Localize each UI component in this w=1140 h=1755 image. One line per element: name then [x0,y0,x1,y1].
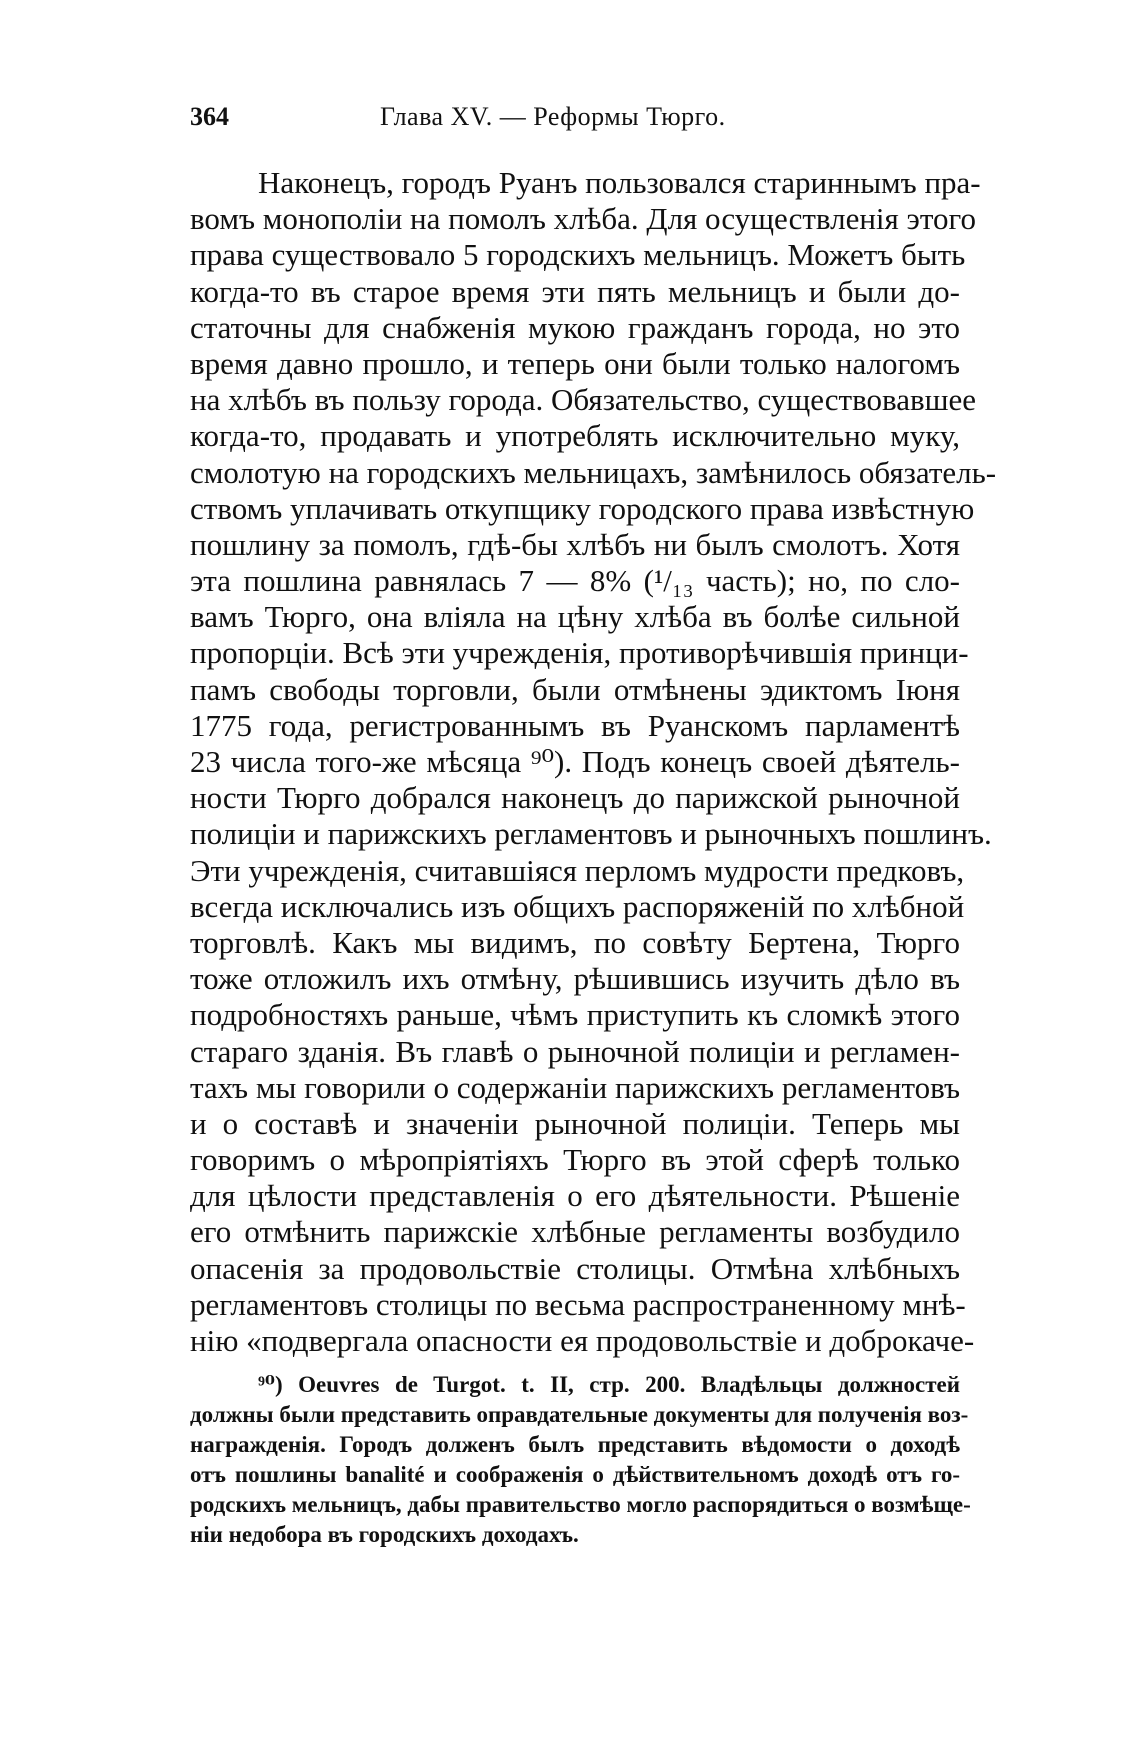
page-header [190,102,962,138]
page-number: 364 [190,102,229,131]
body-line: ствомъ уплачивать откупщику городского права извѣстную [190,490,975,526]
body-line: для цѣлости представленія о его дѣятельности. Рѣшеніе [190,1178,960,1214]
body-line: права существовало 5 городскихъ мельницъ. Можетъ быть [190,237,966,273]
body-line: тоже отложилъ ихъ отмѣну, рѣшившись изучить дѣло въ [190,961,960,997]
footnote-line: родскихъ мельницъ, дабы правительство могло распорядиться о возмѣще- [190,1492,971,1517]
footnotes [190,1370,971,1550]
body-text [190,165,997,1359]
body-line: всегда исключались изъ общихъ распоряженій по хлѣбной [190,888,965,924]
body-line: тахъ мы говорили о содержаніи парижскихъ регламентовъ [190,1069,960,1105]
body-line: на хлѣбъ въ пользу города. Обязательство, существовавшее [190,382,977,418]
body-line: эта пошлина равнялась 7 — 8% (¹/₁₃ часть); но, по сло- [190,563,960,599]
body-line: подробностяхъ раньше, чѣмъ приступить къ сломкѣ этого [190,997,960,1033]
body-line: стараго зданія. Въ главѣ о рыночной полиціи и регламен- [190,1033,960,1069]
body-line: его отмѣнить парижскіе хлѣбные регламенты возбудило [190,1214,960,1250]
body-line: время давно прошло, и теперь они были только налогомъ [190,345,960,381]
body-line: нію «подвергала опасности ея продовольствіе и доброкаче- [190,1323,975,1358]
body-line: Эти учрежденія, считавшіяся перломъ мудрости предковъ, [190,852,965,888]
body-line: говоримъ о мѣропріятіяхъ Тюрго въ этой сферѣ только [190,1142,960,1178]
running-head: Глава XV. — Реформы Тюрго. [380,102,726,131]
body-line: вомъ монополіи на помолъ хлѣба. Для осуществленія этого [190,201,976,237]
body-line: памъ свободы торговли, были отмѣнены эдиктомъ Іюня [190,671,960,707]
body-line: Наконецъ, городъ Руанъ пользовался стариннымъ пра- [258,165,981,200]
body-line: 23 числа того-же мѣсяца ⁹⁰). Подъ конецъ своей дѣятель- [190,744,960,779]
body-line: регламентовъ столицы по весьма распространенному мнѣ- [190,1286,966,1322]
body-line: пропорціи. Всѣ эти учрежденія, противорѣчившія принци- [190,635,969,671]
body-line: смолотую на городскихъ мельницахъ, замѣнилось обязатель- [190,454,997,490]
body-line: торговлѣ. Какъ мы видимъ, по совѣту Бертена, Тюрго [190,924,960,960]
body-line: когда-то въ старое время эти пять мельницъ и были до- [190,273,960,309]
body-line: ности Тюрго добрался наконецъ до парижской рыночной [190,780,960,816]
footnote-line: ніи недобора въ городскихъ доходахъ. [190,1522,579,1547]
footnote-line: награжденія. Городъ долженъ былъ представить вѣдомости о доходѣ [190,1432,960,1457]
footnote-line: ⁹⁰) Oeuvres de Turgot. t. II, стр. 200. Владѣльцы должностей [258,1372,960,1397]
body-line: опасенія за продовольствіе столицы. Отмѣна хлѣбныхъ [190,1250,960,1286]
body-line: вамъ Тюрго, она вліяла на цѣну хлѣба въ болѣе сильной [190,599,960,635]
body-line: 1775 года, регистрованнымъ въ Руанскомъ парламентѣ [190,707,960,743]
body-line: полиціи и парижскихъ регламентовъ и рыночныхъ пошлинъ. [190,816,992,852]
body-line: статочны для снабженія мукою гражданъ города, но это [190,309,960,345]
body-line: когда-то, продавать и употреблять исключительно муку, [190,418,960,454]
body-line: пошлину за помолъ, гдѣ-бы хлѣбъ ни былъ смолотъ. Хотя [190,526,960,562]
footnote-line: должны были представить оправдательные документы для полученія воз- [190,1402,969,1427]
body-line: и о составѣ и значеніи рыночной полиціи. Теперь мы [190,1105,960,1141]
footnote-line: отъ пошлины banalité и соображенія о дѣйствительномъ доходѣ отъ го- [190,1462,960,1487]
